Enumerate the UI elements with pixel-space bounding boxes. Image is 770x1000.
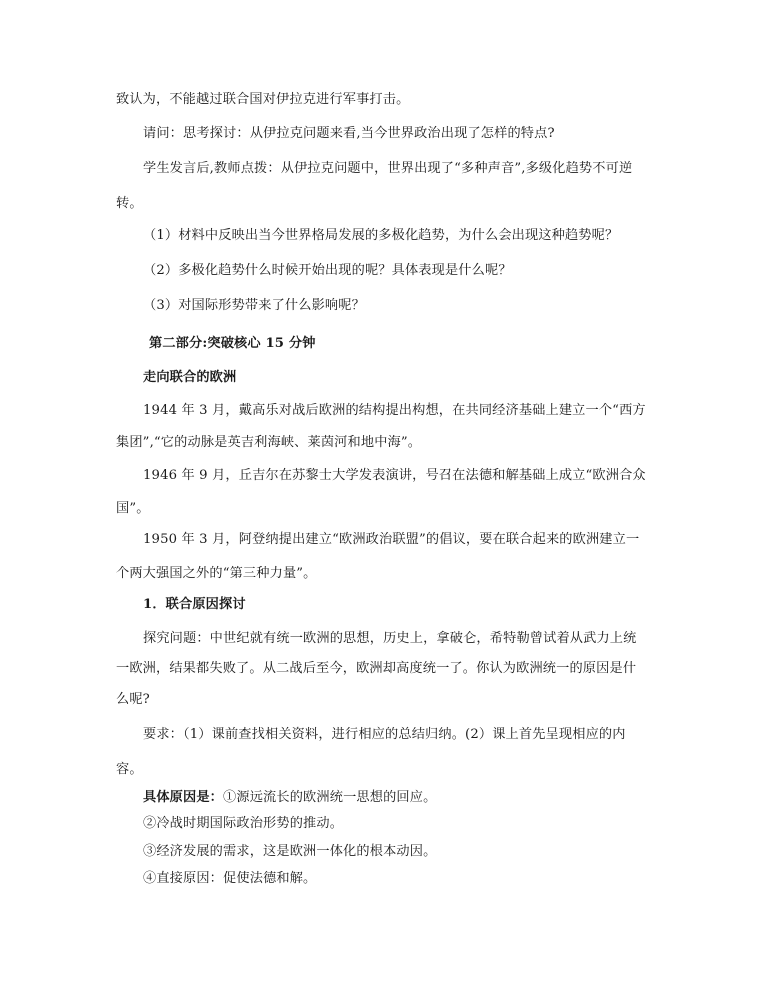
- question-line: 请问：思考探讨：从伊拉克问题来看,当今世界政治出现了怎样的特点?: [143, 126, 555, 141]
- paragraph-line: 1950 年 3 月，阿登纳提出建立“欧洲政治联盟”的倡议，要在联合起来的欧洲建立一: [143, 532, 640, 547]
- reason-line: ②冷战时期国际政治形势的推动。: [143, 816, 344, 831]
- paragraph-line: 转。: [116, 196, 143, 211]
- reason-line: ③经济发展的需求，这是欧洲一体化的根本动因。: [143, 844, 437, 859]
- sub-question-1: （1）材料中反映出当今世界格局发展的多极化趋势，为什么会出现这种趋势呢？: [143, 228, 619, 243]
- paragraph-line: 探究问题：中世纪就有统一欧洲的思想，历史上，拿破仑，希特勒曾试着从武力上统: [143, 631, 637, 646]
- paragraph-line: 么呢?: [116, 692, 150, 707]
- paragraph-line: 集团”,“它的动脉是英吉利海峡、莱茵河和地中海”。: [116, 435, 422, 450]
- reason-line: [143, 789, 683, 807]
- numbered-heading: 1．联合原因探讨: [143, 597, 246, 612]
- reason-text: ①源远流长的欧洲统一思想的回应。: [223, 790, 437, 805]
- paragraph-line: 容。: [116, 762, 143, 777]
- paragraph-line: 1944 年 3 月，戴高乐对战后欧洲的结构提出构想，在共同经济基础上建立一个“西方: [143, 403, 646, 418]
- paragraph-line: 要求：（1）课前查找相关资料，进行相应的总结归纳。(2）课上首先呈现相应的内: [143, 727, 626, 742]
- section-heading: 第二部分:突破核心 15 分钟: [149, 336, 316, 351]
- reason-label: 具体原因是：: [143, 790, 224, 805]
- sub-question-2: （2）多极化趋势什么时候开始出现的呢？具体表现是什么呢？: [143, 263, 512, 278]
- paragraph-line: 一欧洲，结果都失败了。从二战后至今，欧洲却高度统一了。你认为欧洲统一的原因是什: [116, 661, 637, 676]
- paragraph-line: 学生发言后,教师点拨：从伊拉克问题中，世界出现了“多种声音”,多级化趋势不可逆: [143, 161, 633, 176]
- paragraph-line: 国”。: [116, 501, 150, 516]
- paragraph-line: 个两大强国之外的“第三种力量”。: [116, 566, 317, 581]
- paragraph-line: 致认为，不能越过联合国对伊拉克进行军事打击。: [116, 92, 410, 107]
- reason-line: ④直接原因：促使法德和解。: [143, 871, 317, 886]
- sub-question-3: （3）对国际形势带来了什么影响呢？: [143, 298, 365, 313]
- paragraph-line: 1946 年 9 月，丘吉尔在苏黎士大学发表演讲，号召在法德和解基础上成立“欧洲合众: [143, 468, 646, 483]
- subsection-heading: 走向联合的欧洲: [143, 370, 237, 385]
